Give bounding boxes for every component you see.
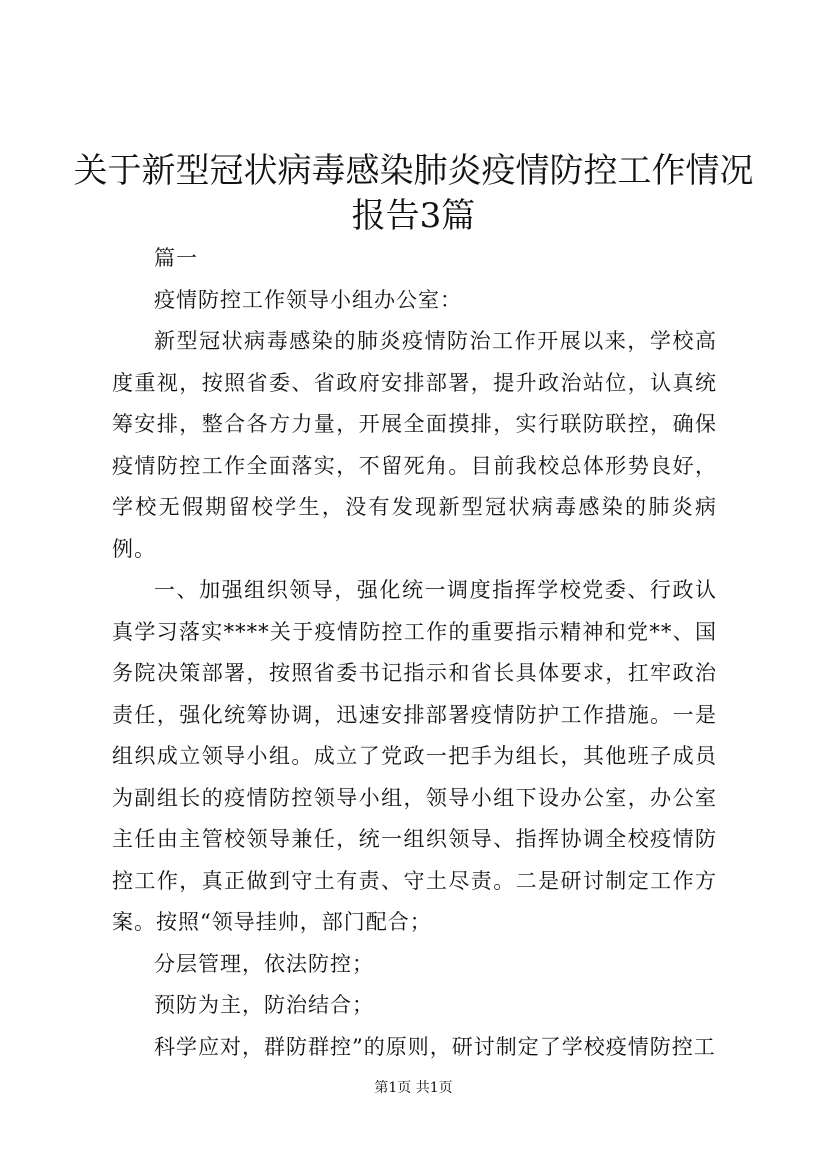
paragraph-principle-2: 预防为主，防治结合；: [154, 993, 374, 1017]
section-heading: 篇一: [154, 246, 198, 270]
page-footer: 第1页 共1页: [374, 1080, 453, 1096]
paragraph-intro: 新型冠状病毒感染的肺炎疫情防治工作开展以来，学校高度重视，按照省委、省政府安排部署，提升政治站位，认真统筹安排，整合各方力量，开展全面摸排，实行联防联控，确保疫情防控工作全面落实，不留死角。目前我校总体形势良好，学校无假期留校学生，没有发现新型冠状病毒感染的肺炎病例。: [112, 329, 717, 561]
document-title-line-1: 关于新型冠状病毒感染肺炎疫情防控工作情况: [73, 151, 754, 191]
paragraph-principle-1: 分层管理，依法防控；: [154, 951, 374, 976]
paragraph-leadership: 一、加强组织领导，强化统一调度指挥学校党委、行政认真学习落实****关于疫情防控工作的重要指示精神和党**、国务院决策部署，按照省委书记指示和省长具体要求，扛牢政治责任，强化统筹协调，迅速安排部署疫情防护工作措施。一是组织成立领导小组。成立了党政一把手为组长，其他班子成员为副组长的疫情防控领导小组，领导小组下设办公室，办公室主任由主管校领导兼任，统一组织领导、指挥协调全校疫情防控工作，真正做到守土有责、守土尽责。二是研讨制定工作方案。按照“领导挂帅，部门配合；: [112, 578, 717, 934]
document-title-line-2: 报告3篇: [351, 196, 476, 236]
salutation: 疫情防控工作领导小组办公室：: [154, 287, 462, 312]
document-body: [112, 238, 717, 1068]
paragraph-principle-3: 科学应对，群防群控”的原则，研讨制定了学校疫情防控工: [154, 1034, 716, 1059]
